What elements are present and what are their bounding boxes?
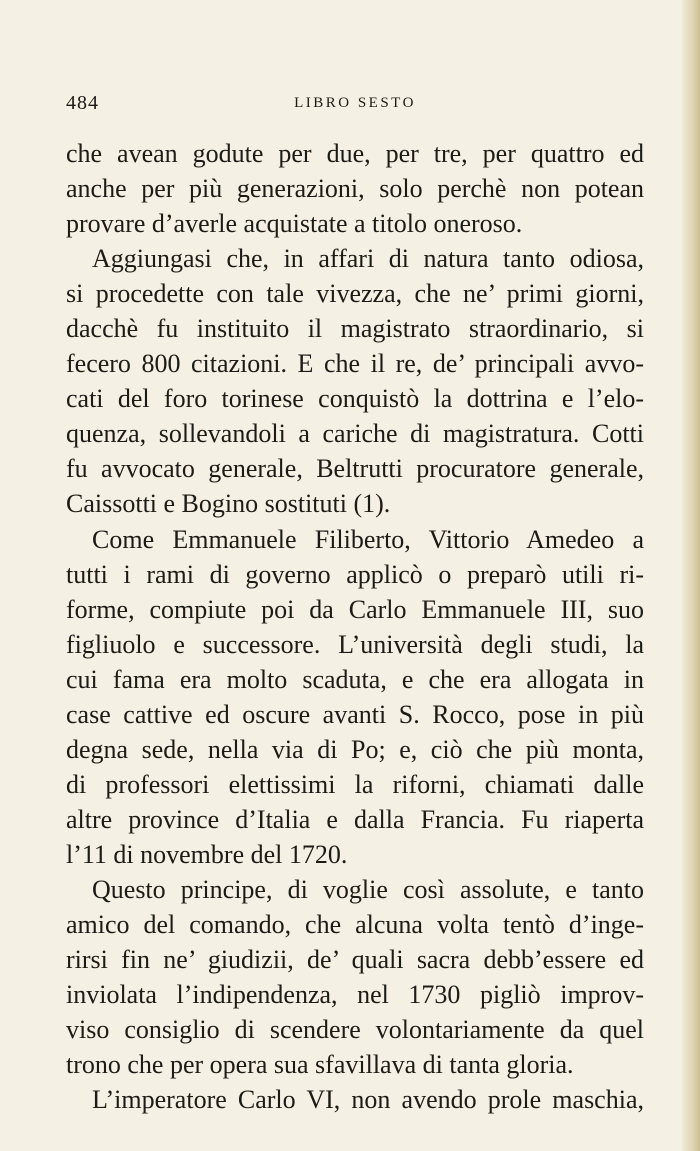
text-line: cui fama era molto scaduta, e che era allogata in xyxy=(66,664,644,694)
page-edge xyxy=(682,0,700,1151)
text-line: tutti i rami di governo applicò o preparò utili ri- xyxy=(66,559,644,589)
paragraph-start-line: Questo principe, di voglie così assolute, e tanto xyxy=(92,874,644,904)
text-line: forme, compiute poi da Carlo Emmanuele III, suo xyxy=(66,594,644,624)
text-line: provare d’averle acquistate a titolo oneroso. xyxy=(66,209,523,239)
text-line: figliuolo e successore. L’università degli studi, la xyxy=(66,629,644,659)
text-line: Caissotti e Bogino sostituti (1). xyxy=(66,489,391,519)
text-line: trono che per opera sua sfavillava di tanta gloria. xyxy=(66,1050,574,1080)
text-line: degna sede, nella via di Po; e, ciò che più monta, xyxy=(66,734,644,764)
paragraph-start-line: Aggiungasi che, in affari di natura tanto odiosa, xyxy=(92,244,644,274)
text-line: dacchè fu instituito il magistrato straordinario, si xyxy=(66,314,644,344)
paragraph-start-line: L’imperatore Carlo VI, non avendo prole maschia, xyxy=(92,1085,644,1115)
text-line: rirsi fin ne’ giudizii, de’ quali sacra debb’essere ed xyxy=(66,945,644,975)
body-text xyxy=(66,136,644,1117)
text-line: viso consiglio di scendere volontariamente da quel xyxy=(66,1015,644,1045)
text-line: amico del comando, che alcuna volta tentò d’inge- xyxy=(66,910,644,940)
page-number: 484 xyxy=(66,92,99,114)
text-line: case cattive ed oscure avanti S. Rocco, pose in più xyxy=(66,699,644,729)
text-line: di professori elettissimi la riforni, chiamati dalle xyxy=(66,769,644,799)
text-line: cati del foro torinese conquistò la dottrina e l’elo- xyxy=(66,384,644,414)
text-line: quenza, sollevandoli a cariche di magistratura. Cotti xyxy=(66,419,644,449)
text-line: anche per più generazioni, solo perchè non potean xyxy=(66,174,644,204)
text-line: fecero 800 citazioni. E che il re, de’ principali avvo- xyxy=(66,349,644,379)
text-line: altre province d’Italia e dalla Francia. Fu riaperta xyxy=(66,804,644,834)
running-head: LIBRO SESTO xyxy=(294,95,416,111)
text-line: che avean godute per due, per tre, per quattro ed xyxy=(66,139,644,168)
text-line: inviolata l’indipendenza, nel 1730 pigliò improv- xyxy=(66,980,644,1010)
page-header xyxy=(66,92,644,116)
text-line: si procedette con tale vivezza, che ne’ primi giorni, xyxy=(66,279,644,309)
text-line: l’11 di novembre del 1720. xyxy=(66,839,348,869)
paragraph-start-line: Come Emmanuele Filiberto, Vittorio Amedeo a xyxy=(92,524,644,554)
text-line: fu avvocato generale, Beltrutti procuratore generale, xyxy=(66,454,644,484)
